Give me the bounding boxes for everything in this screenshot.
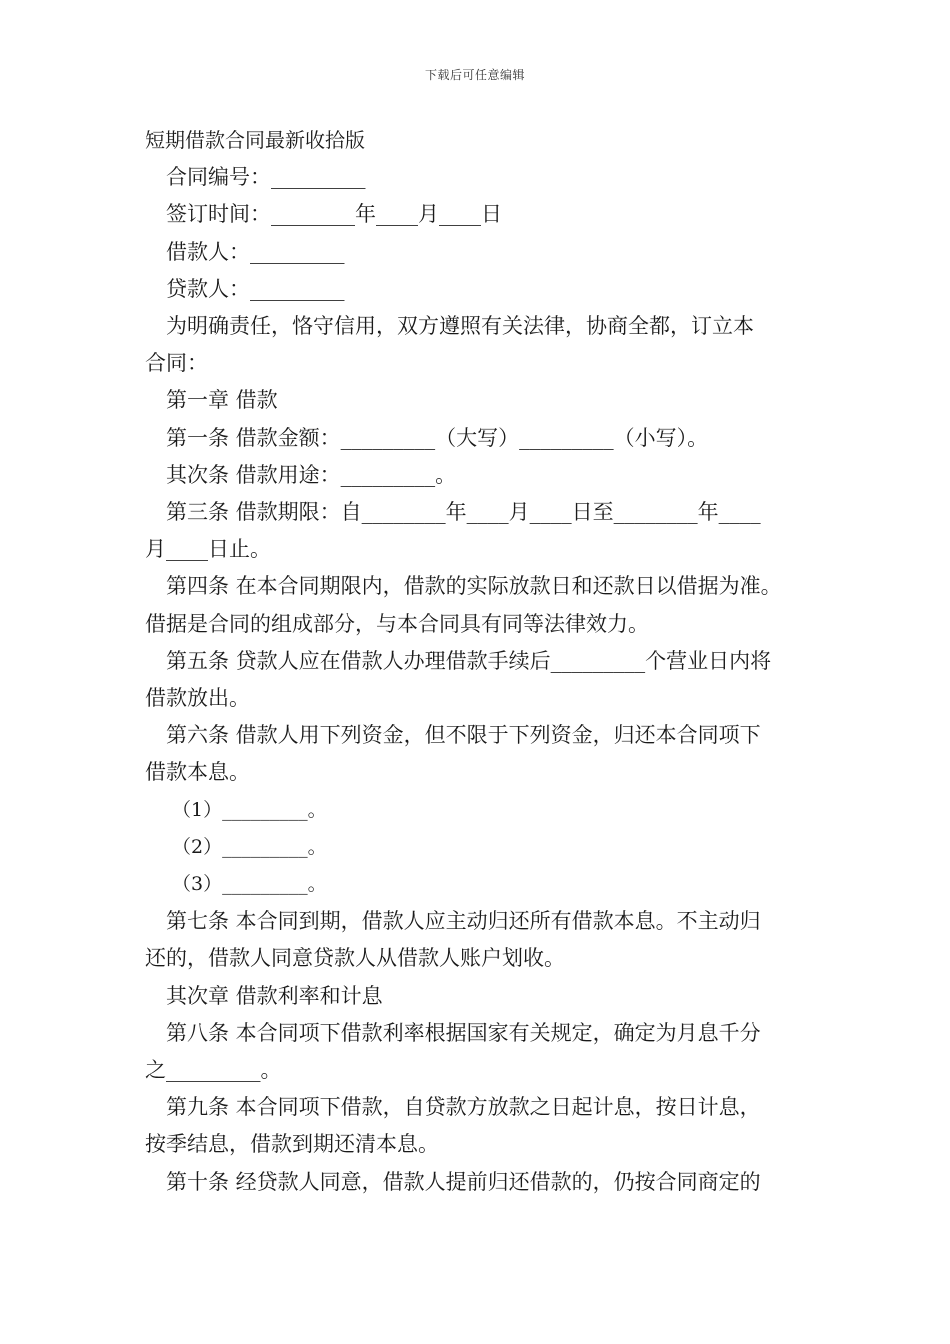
document-body bbox=[145, 122, 810, 1201]
chapter-2-heading: 其次章 借款利率和计息 bbox=[166, 983, 383, 1008]
article-2: 其次条 借款用途：_________。 bbox=[166, 462, 457, 487]
article-10-line-1: 第十条 经贷款人同意，借款人提前归还借款的，仍按合同商定的 bbox=[166, 1169, 761, 1194]
document-title: 短期借款合同最新收拾版 bbox=[145, 128, 365, 152]
contract-number-line: 合同编号：_________ bbox=[166, 165, 366, 190]
article-8-line-1: 第八条 本合同项下借款利率根据国家有关规定，确定为月息千分 bbox=[166, 1020, 761, 1045]
preamble-line-1: 为明确责任，恪守信用，双方遵照有关法律，协商全都，订立本 bbox=[166, 314, 754, 339]
article-1: 第一条 借款金额：_________（大写）_________（小写）。 bbox=[166, 425, 709, 450]
signing-date-line: 签订时间：________年____月____日 bbox=[166, 202, 502, 227]
article-3-line-1: 第三条 借款期限：自________年____月____日至________年____ bbox=[166, 500, 761, 525]
article-6-line-1: 第六条 借款人用下列资金，但不限于下列资金，归还本合同项下 bbox=[166, 723, 761, 748]
article-5-line-2: 借款放出。 bbox=[145, 686, 250, 711]
article-3-line-2: 月____日止。 bbox=[145, 537, 271, 562]
article-4-line-1: 第四条 在本合同期限内，借款的实际放款日和还款日以借据为准。 bbox=[166, 574, 782, 599]
article-8-line-2: 之_________。 bbox=[145, 1058, 282, 1083]
article-7-line-1: 第七条 本合同到期，借款人应主动归还所有借款本息。不主动归 bbox=[166, 909, 761, 934]
article-6-line-2: 借款本息。 bbox=[145, 760, 250, 785]
article-4-line-2: 借据是合同的组成部分，与本合同具有同等法律效力。 bbox=[145, 611, 649, 636]
preamble-line-2: 合同： bbox=[145, 351, 208, 376]
article-9-line-2: 按季结息，借款到期还清本息。 bbox=[145, 1132, 439, 1157]
fund-item-2: （2）_________。 bbox=[172, 835, 327, 858]
fund-item-3: （3）_________。 bbox=[172, 873, 327, 896]
chapter-1-heading: 第一章 借款 bbox=[166, 388, 278, 413]
borrower-line: 借款人：_________ bbox=[166, 239, 345, 264]
fund-item-1: （1）_________。 bbox=[172, 798, 327, 821]
article-7-line-2: 还的，借款人同意贷款人从借款人账户划收。 bbox=[145, 946, 565, 971]
article-5-line-1: 第五条 贷款人应在借款人办理借款手续后_________个营业日内将 bbox=[166, 648, 772, 673]
article-9-line-1: 第九条 本合同项下借款，自贷款方放款之日起计息，按日计息， bbox=[166, 1095, 761, 1120]
header-note: 下载后可任意编辑 bbox=[424, 68, 525, 82]
lender-line: 贷款人：_________ bbox=[166, 276, 345, 301]
